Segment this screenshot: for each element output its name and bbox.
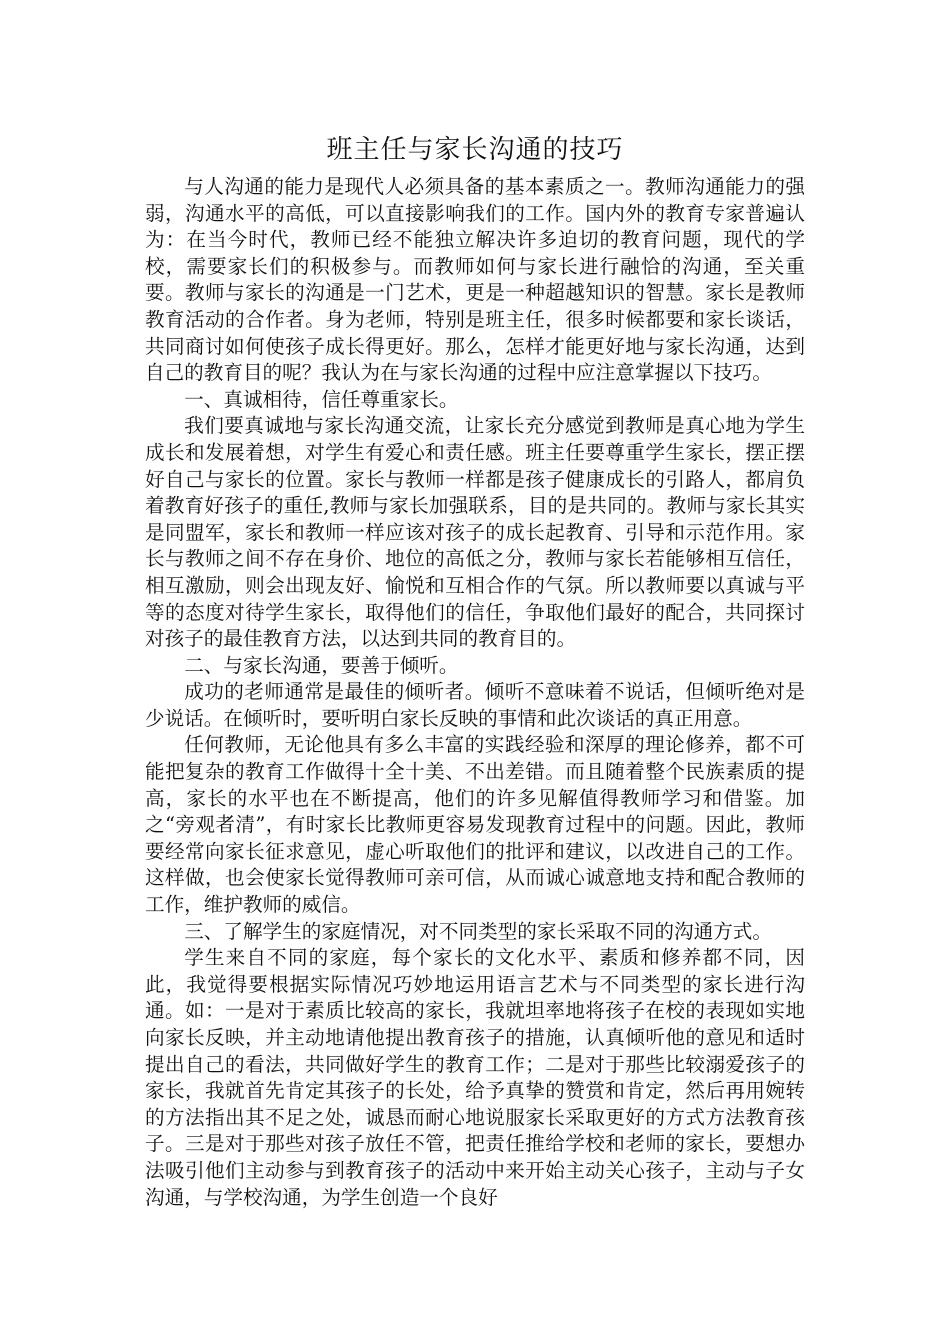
document-page	[145, 132, 805, 1211]
paragraph-section-2b: 任何教师，无论他具有多么丰富的实践经验和深厚的理论修养，都不可能把复杂的教育工作做得十全十美、不出差错。而且随着整个民族素质的提高，家长的水平也在不断提高，他们的许多见解值得教师学习和借鉴。加之“旁观者清”，有时家长比教师更容易发现教育过程中的问题。因此，教师要经常向家长征求意见，虚心听取他们的批评和建议，以改进自己的工作。这样做，也会使家长觉得教师可亲可信，从而诚心诚意地支持和配合教师的工作，维护教师的威信。	[145, 733, 805, 917]
paragraph-section-2a: 成功的老师通常是最佳的倾听者。倾听不意味着不说话，但倾听绝对是少说话。在倾听时，要听明白家长反映的事情和此次谈话的真正用意。	[145, 680, 805, 730]
paragraph-section-3: 学生来自不同的家庭，每个家长的文化水平、素质和修养都不同，因此，我觉得要根据实际情况巧妙地运用语言艺术与不同类型的家长进行沟通。如：一是对于素质比较高的家长，我就坦率地将孩子在校的表现如实地向家长反映，并主动地请他提出教育孩子的措施，认真倾听他的意见和适时提出自己的看法，共同做好学生的教育工作；二是对于那些比较溺爱孩子的家长，我就首先肯定其孩子的长处，给予真挚的赞赏和肯定，然后再用婉转的方法指出其不足之处，诚恳而耐心地说服家长采取更好的方式方法教育孩子。三是对于那些对孩子放任不管，把责任推给学校和老师的家长，要想办法吸引他们主动参与到教育孩子的活动中来开始主动关心孩子，主动与子女沟通，与学校沟通，为学生创造一个良好	[145, 946, 805, 1209]
section-heading-1: 一、真诚相待，信任尊重家长。	[184, 387, 459, 411]
section-heading-3: 三、了解学生的家庭情况，对不同类型的家长采取不同的沟通方式。	[184, 919, 772, 943]
paragraph-section-1: 我们要真诚地与家长沟通交流，让家长充分感觉到教师是真心地为学生成长和发展着想，对学生有爱心和责任感。班主任要尊重学生家长，摆正摆好自己与家长的位置。家长与教师一样都是孩子健康成长的引路人，都肩负着教育好孩子的重任,教师与家长加强联系，目的是共同的。教师与家长其实是同盟军，家长和教师一样应该对孩子的成长起教育、引导和示范作用。家长与教师之间不存在身价、地位的高低之分，教师与家长若能够相互信任，相互激励，则会出现友好、愉悦和互相合作的气氛。所以教师要以真诚与平等的态度对待学生家长，取得他们的信任，争取他们最好的配合，共同探讨对孩子的最佳教育方法，以达到共同的教育目的。	[145, 414, 805, 651]
document-title: 班主任与家长沟通的技巧	[326, 135, 624, 165]
section-heading-2: 二、与家长沟通，要善于倾听。	[184, 653, 459, 677]
paragraph-intro: 与人沟通的能力是现代人必须具备的基本素质之一。教师沟通能力的强弱，沟通水平的高低，可以直接影响我们的工作。国内外的教育专家普遍认为：在当今时代，教师已经不能独立解决许多迫切的教育问题，现代的学校，需要家长们的积极参与。而教师如何与家长进行融恰的沟通，至关重要。教师与家长的沟通是一门艺术，更是一种超越知识的智慧。家长是教师教育活动的合作者。身为老师，特别是班主任，很多时候都要和家长谈话，共同商讨如何使孩子成长得更好。那么，怎样才能更好地与家长沟通，达到自己的教育目的呢？我认为在与家长沟通的过程中应注意掌握以下技巧。	[145, 175, 805, 385]
